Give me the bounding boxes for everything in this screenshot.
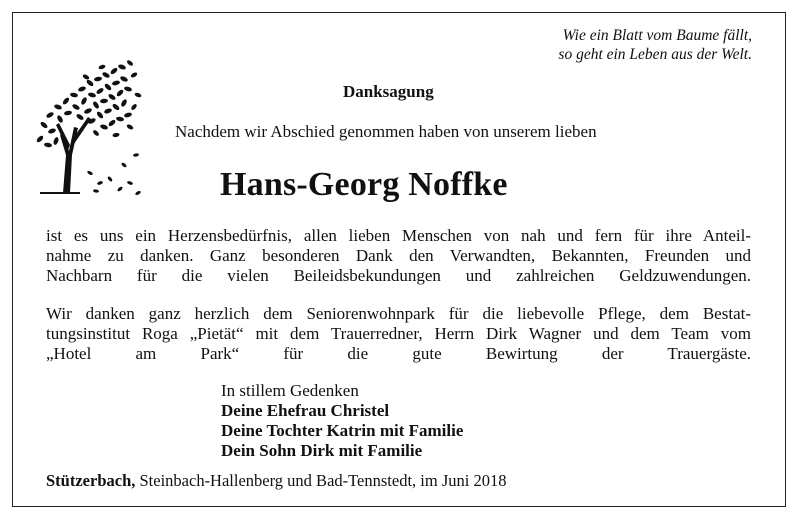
paragraph-line: nahme zu danken. Ganz besonderen Dank den Verwandten, Bekannten, Freunden und bbox=[46, 246, 751, 265]
footer-place: Stützerbach, bbox=[46, 471, 136, 490]
signature-intro: In stillem Gedenken bbox=[221, 381, 359, 400]
signature-block bbox=[221, 381, 463, 461]
paragraph-line: tungsinstitut Roga „Pietät“ mit dem Trauerredner, Herrn Dirk Wagner und dem Team vom bbox=[46, 324, 751, 343]
quote-line-1: Wie ein Blatt vom Baume fällt, bbox=[562, 27, 752, 44]
heading: Danksagung bbox=[343, 82, 434, 101]
signature-name: Dein Sohn Dirk mit Familie bbox=[221, 441, 423, 460]
tree-with-falling-leaves-icon bbox=[30, 55, 145, 200]
paragraph-care bbox=[46, 304, 751, 364]
paragraph-line: ist es uns ein Herzensbedürfnis, allen lieben Menschen von nah und fern für ihre Anteil- bbox=[46, 226, 751, 245]
signature-name: Deine Ehefrau Christel bbox=[221, 401, 390, 420]
intro-line: Nachdem wir Abschied genommen haben von unserem lieben bbox=[175, 122, 597, 141]
quote-line-2: so geht ein Leben aus der Welt. bbox=[558, 46, 752, 63]
paragraph-line: Nachbarn für die vielen Beileidsbekundungen und zahlreichen Geldzuwendungen. bbox=[46, 266, 751, 285]
footer-rest: Steinbach-Hallenberg und Bad-Tennstedt, im Juni 2018 bbox=[135, 471, 507, 490]
paragraph-line: Wir danken ganz herzlich dem Seniorenwohnpark für die liebevolle Pflege, dem Bestat- bbox=[46, 304, 751, 323]
paragraph-line: „Hotel am Park“ für die gute Bewirtung der Trauergäste. bbox=[46, 344, 751, 363]
paragraph-thanks bbox=[46, 226, 751, 286]
deceased-name: Hans-Georg Noffke bbox=[220, 166, 508, 203]
quote bbox=[558, 26, 752, 64]
signature-name: Deine Tochter Katrin mit Familie bbox=[221, 421, 464, 440]
footer bbox=[46, 471, 506, 491]
